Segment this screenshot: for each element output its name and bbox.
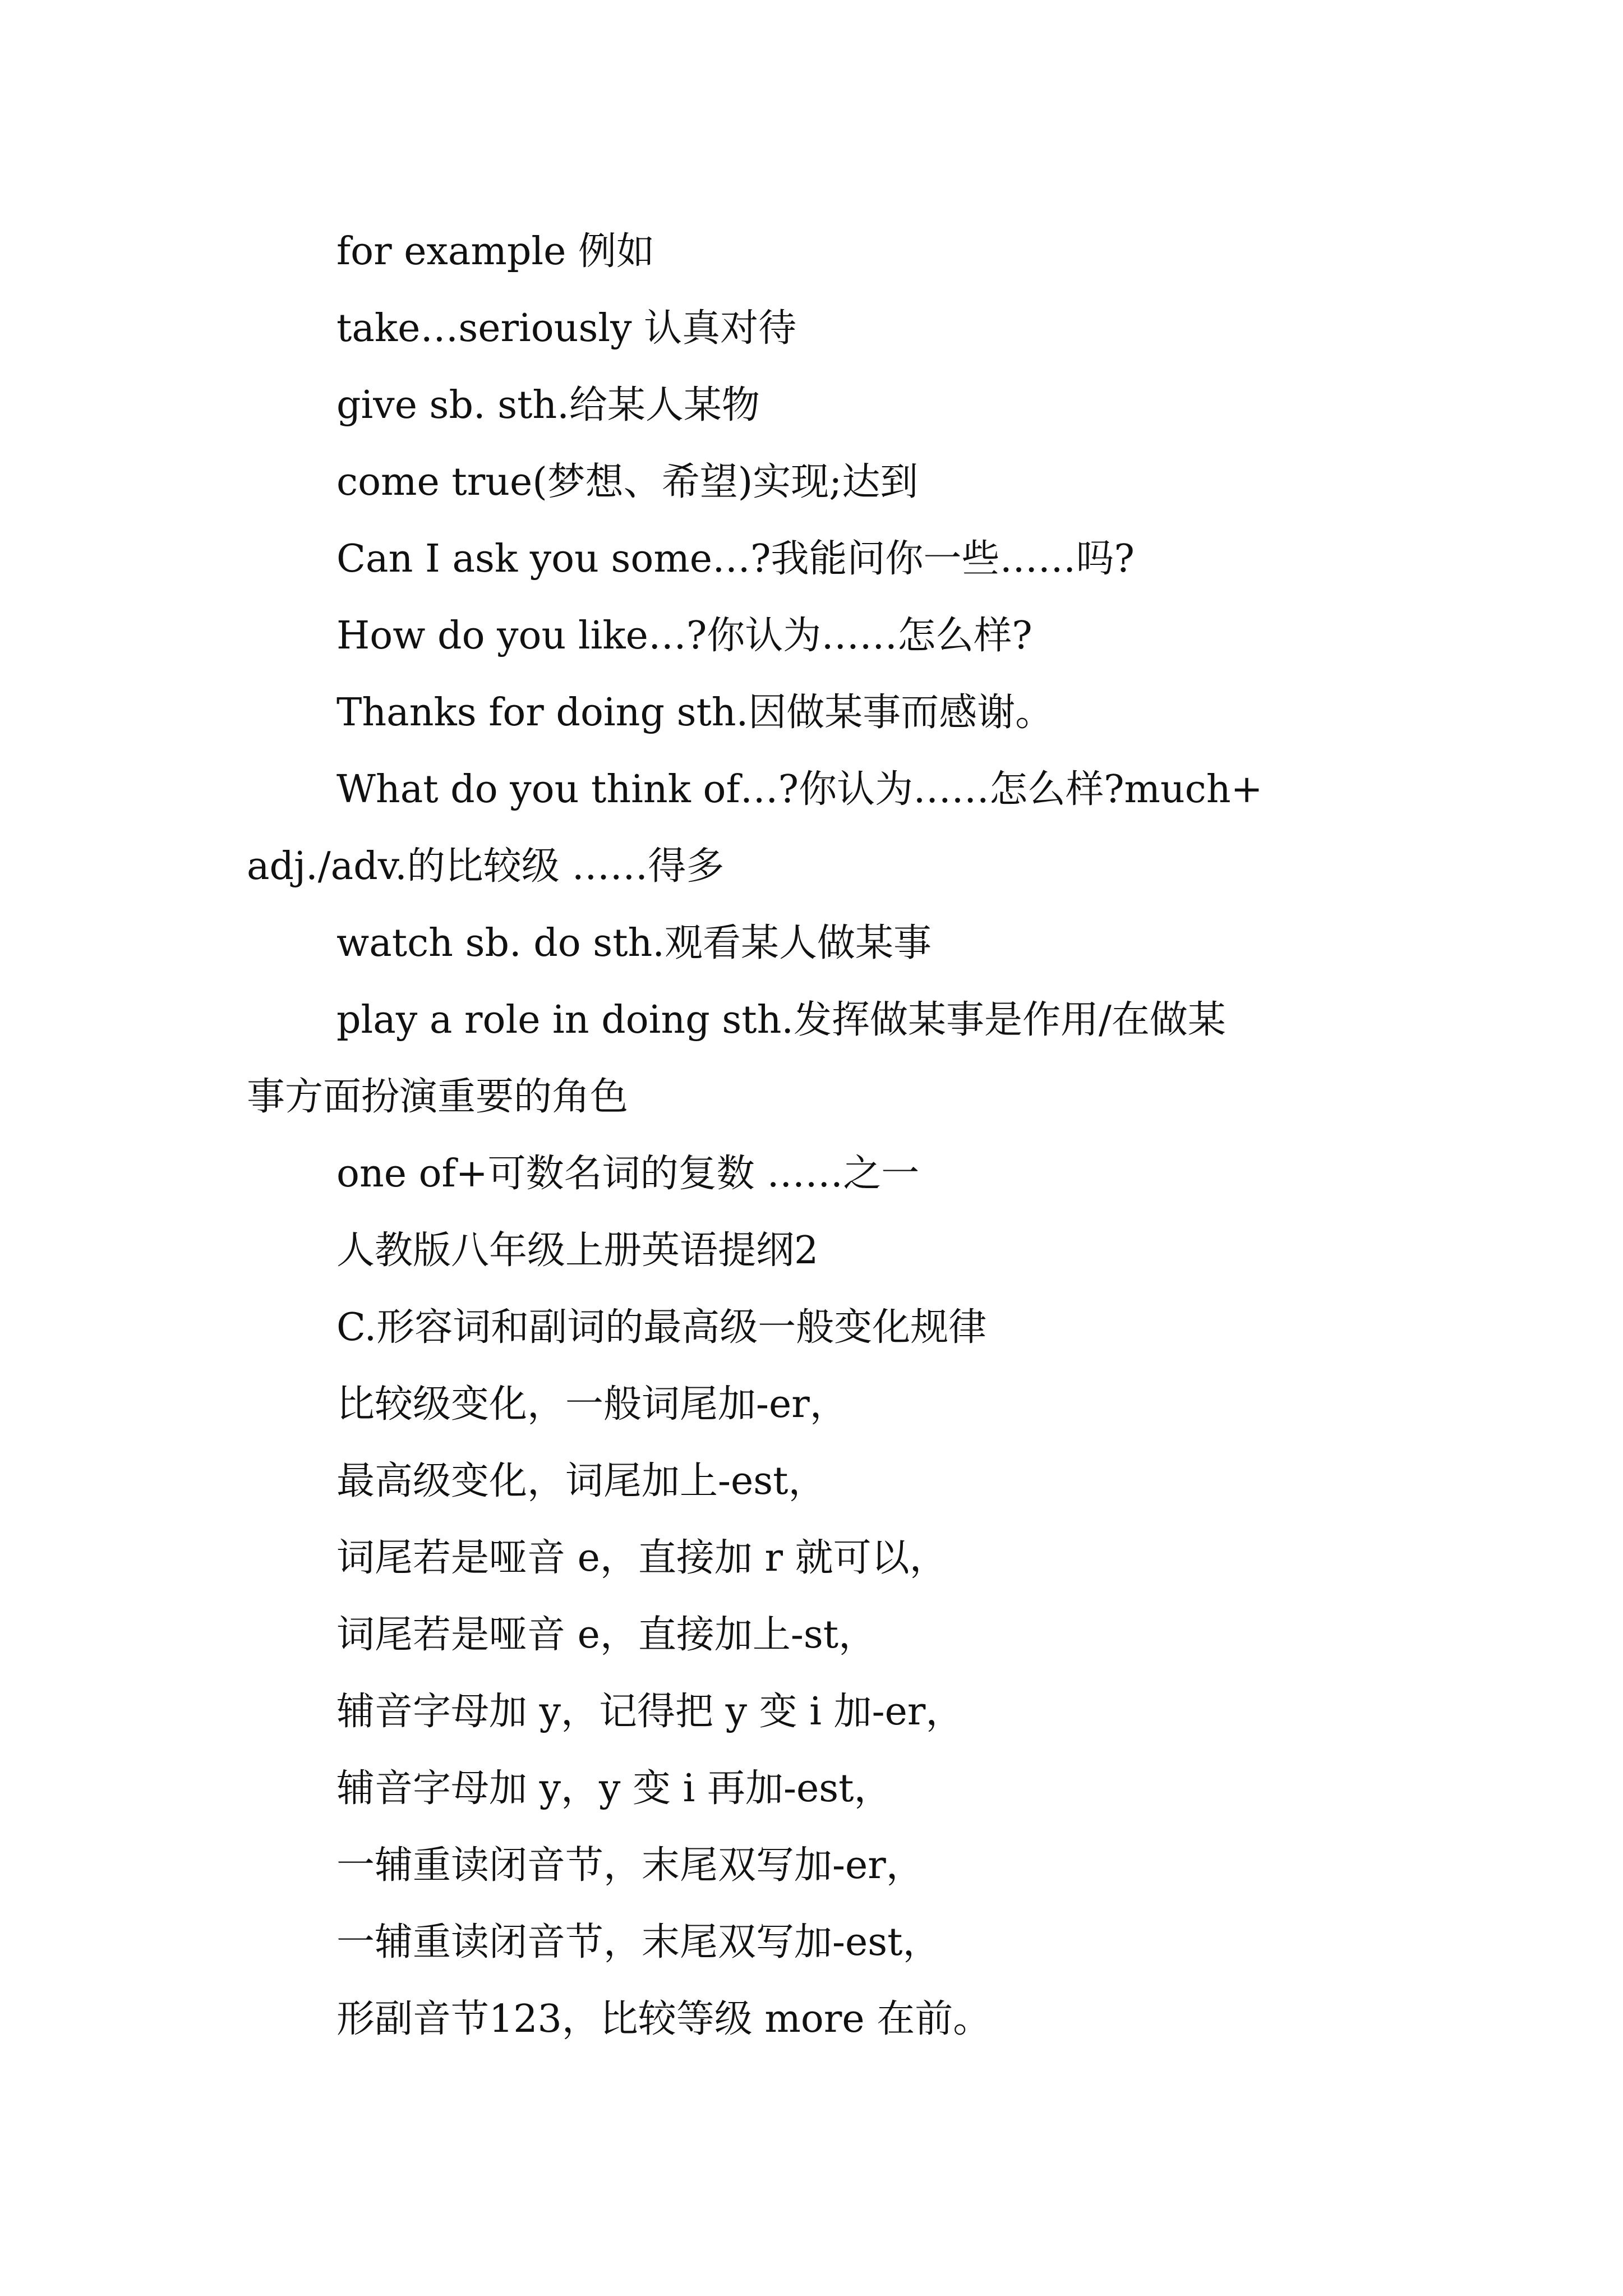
text-line: 一辅重读闭音节，末尾双写加-er， — [336, 1843, 924, 1888]
text-line: come true(梦想、希望)实现;达到 — [336, 460, 919, 504]
text-line: 比较级变化，一般词尾加-er， — [336, 1382, 848, 1427]
text-line: 形副音节123，比较等级 more 在前。 — [336, 1997, 992, 2041]
text-line: Thanks for doing sth.因做某事而感谢。 — [336, 691, 1054, 735]
text-line: take…seriously 认真对待 — [336, 306, 797, 351]
text-line: What do you think of…?你认为……怎么样?much+ — [336, 767, 1263, 812]
text-line: 辅音字母加 y，记得把 y 变 i 加-er， — [336, 1690, 964, 1734]
text-line: 词尾若是哑音 e，直接加 r 就可以， — [336, 1536, 948, 1580]
section-heading: C.形容词和副词的最高级一般变化规律 — [336, 1305, 987, 1350]
text-line: 词尾若是哑音 e，直接加上-st， — [336, 1613, 877, 1657]
text-line: How do you like…?你认为……怎么样? — [336, 614, 1032, 658]
text-line: play a role in doing sth.发挥做某事是作用/在做某 — [336, 998, 1226, 1042]
text-line: Can I ask you some…?我能问你一些……吗? — [336, 537, 1135, 581]
text-line: give sb. sth.给某人某物 — [336, 383, 760, 427]
document-body — [247, 213, 1380, 2058]
text-line: 最高级变化，词尾加上-est， — [336, 1459, 827, 1503]
text-line: watch sb. do sth.观看某人做某事 — [336, 921, 932, 965]
text-line: for example 例如 — [336, 229, 654, 274]
text-line: 辅音字母加 y，y 变 i 再加-est， — [336, 1766, 892, 1811]
text-line-continuation: 事方面扮演重要的角色 — [247, 1075, 629, 1119]
text-line: one of+可数名词的复数 ……之一 — [336, 1152, 920, 1196]
text-line: 一辅重读闭音节，末尾双写加-est， — [336, 1920, 941, 1964]
section-title: 人教版八年级上册英语提纲2 — [336, 1228, 819, 1273]
text-line-continuation: adj./adv.的比较级 ……得多 — [247, 844, 725, 889]
